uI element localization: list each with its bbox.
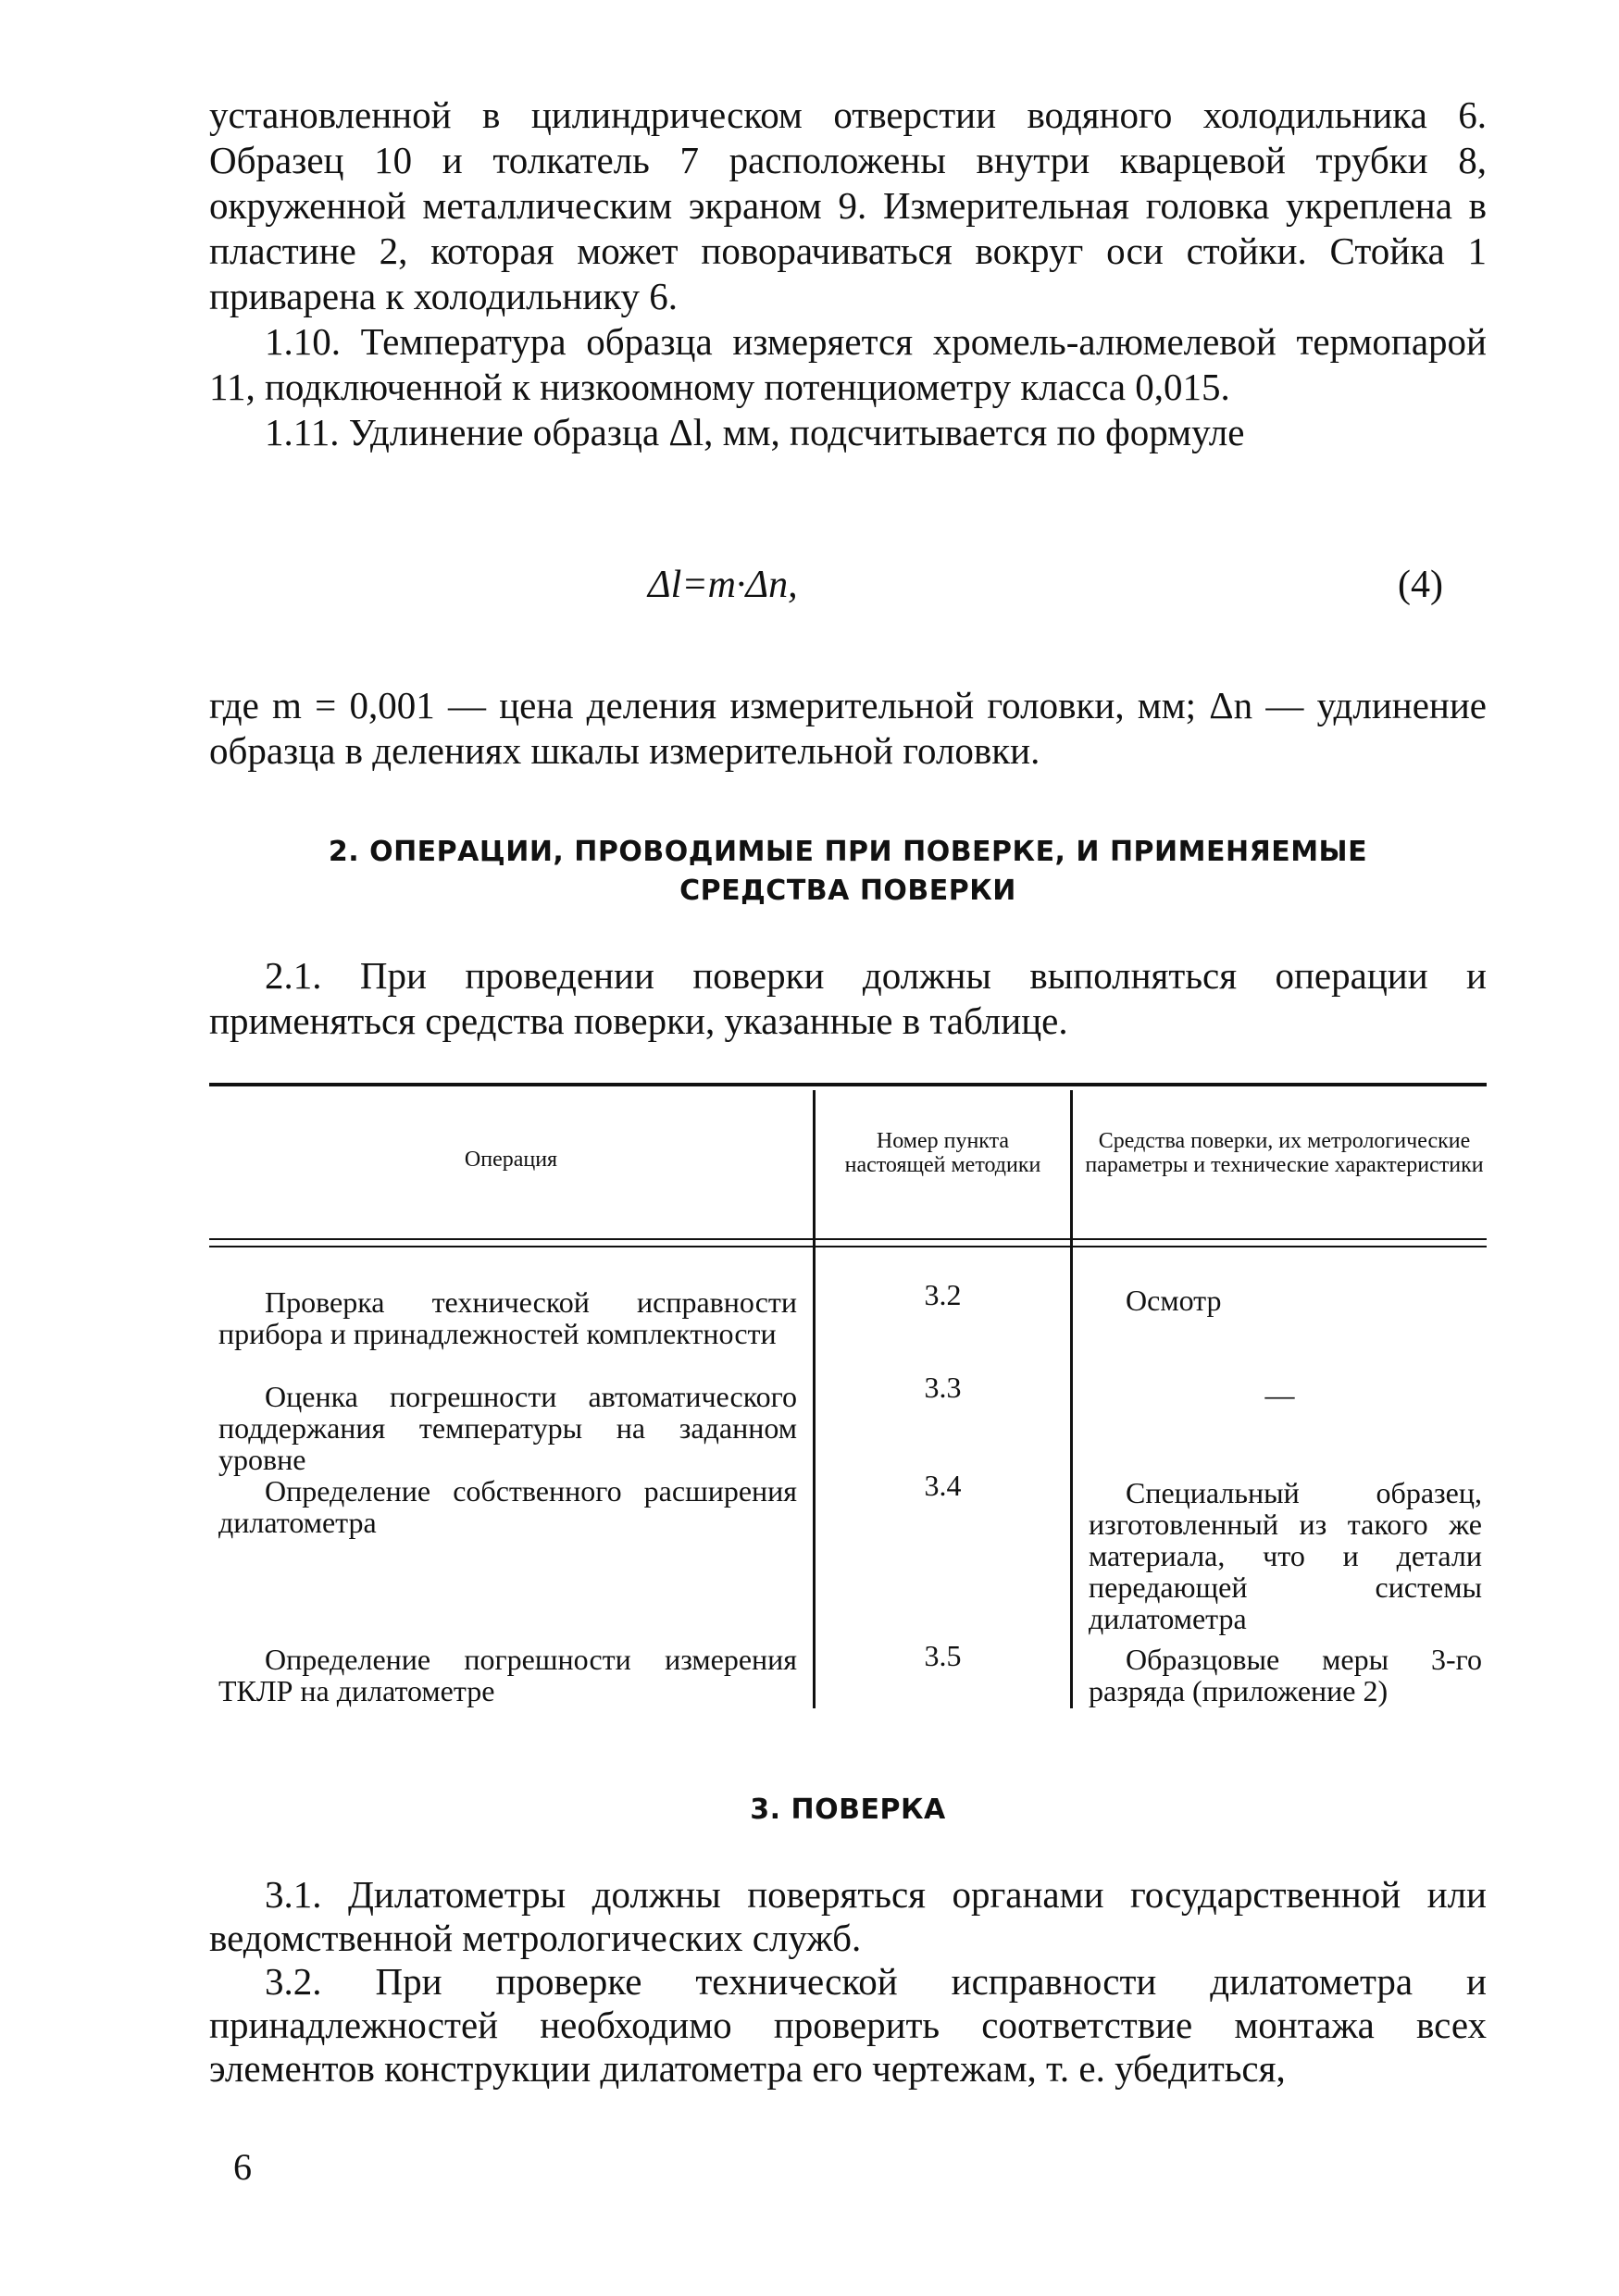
table-row-1-operation: Проверка технической исправности прибора и принадлежностей комплектности [218, 1285, 797, 1350]
paragraph-3-1: 3.1. Дилатометры должны поверяться органами государственной или ведомственной метрологических служб. [209, 1873, 1487, 1959]
table-row-2-means: — [1264, 1378, 1295, 1411]
section-2-heading [209, 833, 1487, 911]
formula-4: Δl=m·Δn, [648, 564, 798, 606]
paragraph-device-description: установленной в цилиндрическом отверстии водяного холодильника 6. Образец 10 и толкатель 7 расположены внутри кварцевой трубки 8, окруженной металлическим экраном 9. Измерительная головка укреплена в пластине 2, которая может поворачиваться вокруг оси стойки. Стойка 1 приварена к холодильнику 6. [209, 93, 1487, 317]
table-row-3-item: 3.4 [924, 1469, 962, 1502]
paragraph-2-1: 2.1. При проведении поверки должны выполняться операции и применяться средства поверки, указанные в таблице. [209, 954, 1487, 1042]
paragraph-1-11: 1.11. Удлинение образца Δl, мм, подсчитывается по формуле [265, 411, 1245, 453]
section-2-heading-line1: 2. ОПЕРАЦИИ, ПРОВОДИМЫЕ ПРИ ПОВЕРКЕ, И ПРИМЕНЯЕМЫЕ [328, 836, 1368, 868]
table-row-2-operation: Оценка погрешности автоматического поддержания температуры на заданном уровне [218, 1380, 797, 1476]
table-header-rule-2 [209, 1246, 1487, 1247]
paragraph-3-2: 3.2. При проверке технической исправности дилатометра и принадлежностей необходимо проверить соответствие монтажа всех элементов конструкции дилатометра его чертежам, т. е. убедиться, [209, 1960, 1487, 2090]
formula-number: (4) [1398, 564, 1443, 606]
table-header-means: Средства поверки, их метрологические параметры и технические характеристики [1085, 1129, 1484, 1177]
table-header-operation: Операция [464, 1148, 558, 1172]
section-2-heading-line2: СРЕДСТВА ПОВЕРКИ [679, 875, 1016, 907]
paragraph-1-10: 1.10. Температура образца измеряется хромель-алюмелевой термопарой 11, подключенной к низкоомному потенциометру класса 0,015. [209, 320, 1487, 408]
section-3-heading-text: 3. ПОВЕРКА [750, 1793, 946, 1826]
table-row-4-means: Образцовые меры 3-го разряда (приложение 2) [1089, 1643, 1482, 1707]
table-header-rule-1 [209, 1238, 1487, 1240]
table-row-2-item: 3.3 [924, 1371, 962, 1404]
verification-table [209, 1083, 1487, 1712]
table-header-item-number: Номер пункта настоящей методики [844, 1129, 1041, 1177]
where-paragraph: где m = 0,001 — цена деления измерительной головки, мм; Δn — удлинение образца в делениях шкалы измерительной головки. [209, 684, 1487, 772]
table-row-1-means: Осмотр [1126, 1284, 1222, 1317]
intro-text-block [209, 93, 1487, 455]
table-top-rule [209, 1083, 1487, 1086]
formula-explanation [209, 683, 1487, 774]
page-number: 6 [233, 2146, 252, 2188]
table-row-3-means: Специальный образец, изготовленный из такого же материала, что и детали передающей системы дилатометра [1089, 1476, 1482, 1635]
section-3-heading [209, 1791, 1487, 1830]
table-row-4-operation: Определение погрешности измерения ТКЛР на дилатометре [218, 1643, 797, 1707]
table-row-4-item: 3.5 [924, 1639, 962, 1672]
table-row-1-item: 3.2 [924, 1278, 962, 1311]
table-row-3-operation: Определение собственного расширения дилатометра [218, 1474, 797, 1539]
section-3-text [209, 1873, 1487, 2091]
section-2-text [209, 953, 1487, 1044]
